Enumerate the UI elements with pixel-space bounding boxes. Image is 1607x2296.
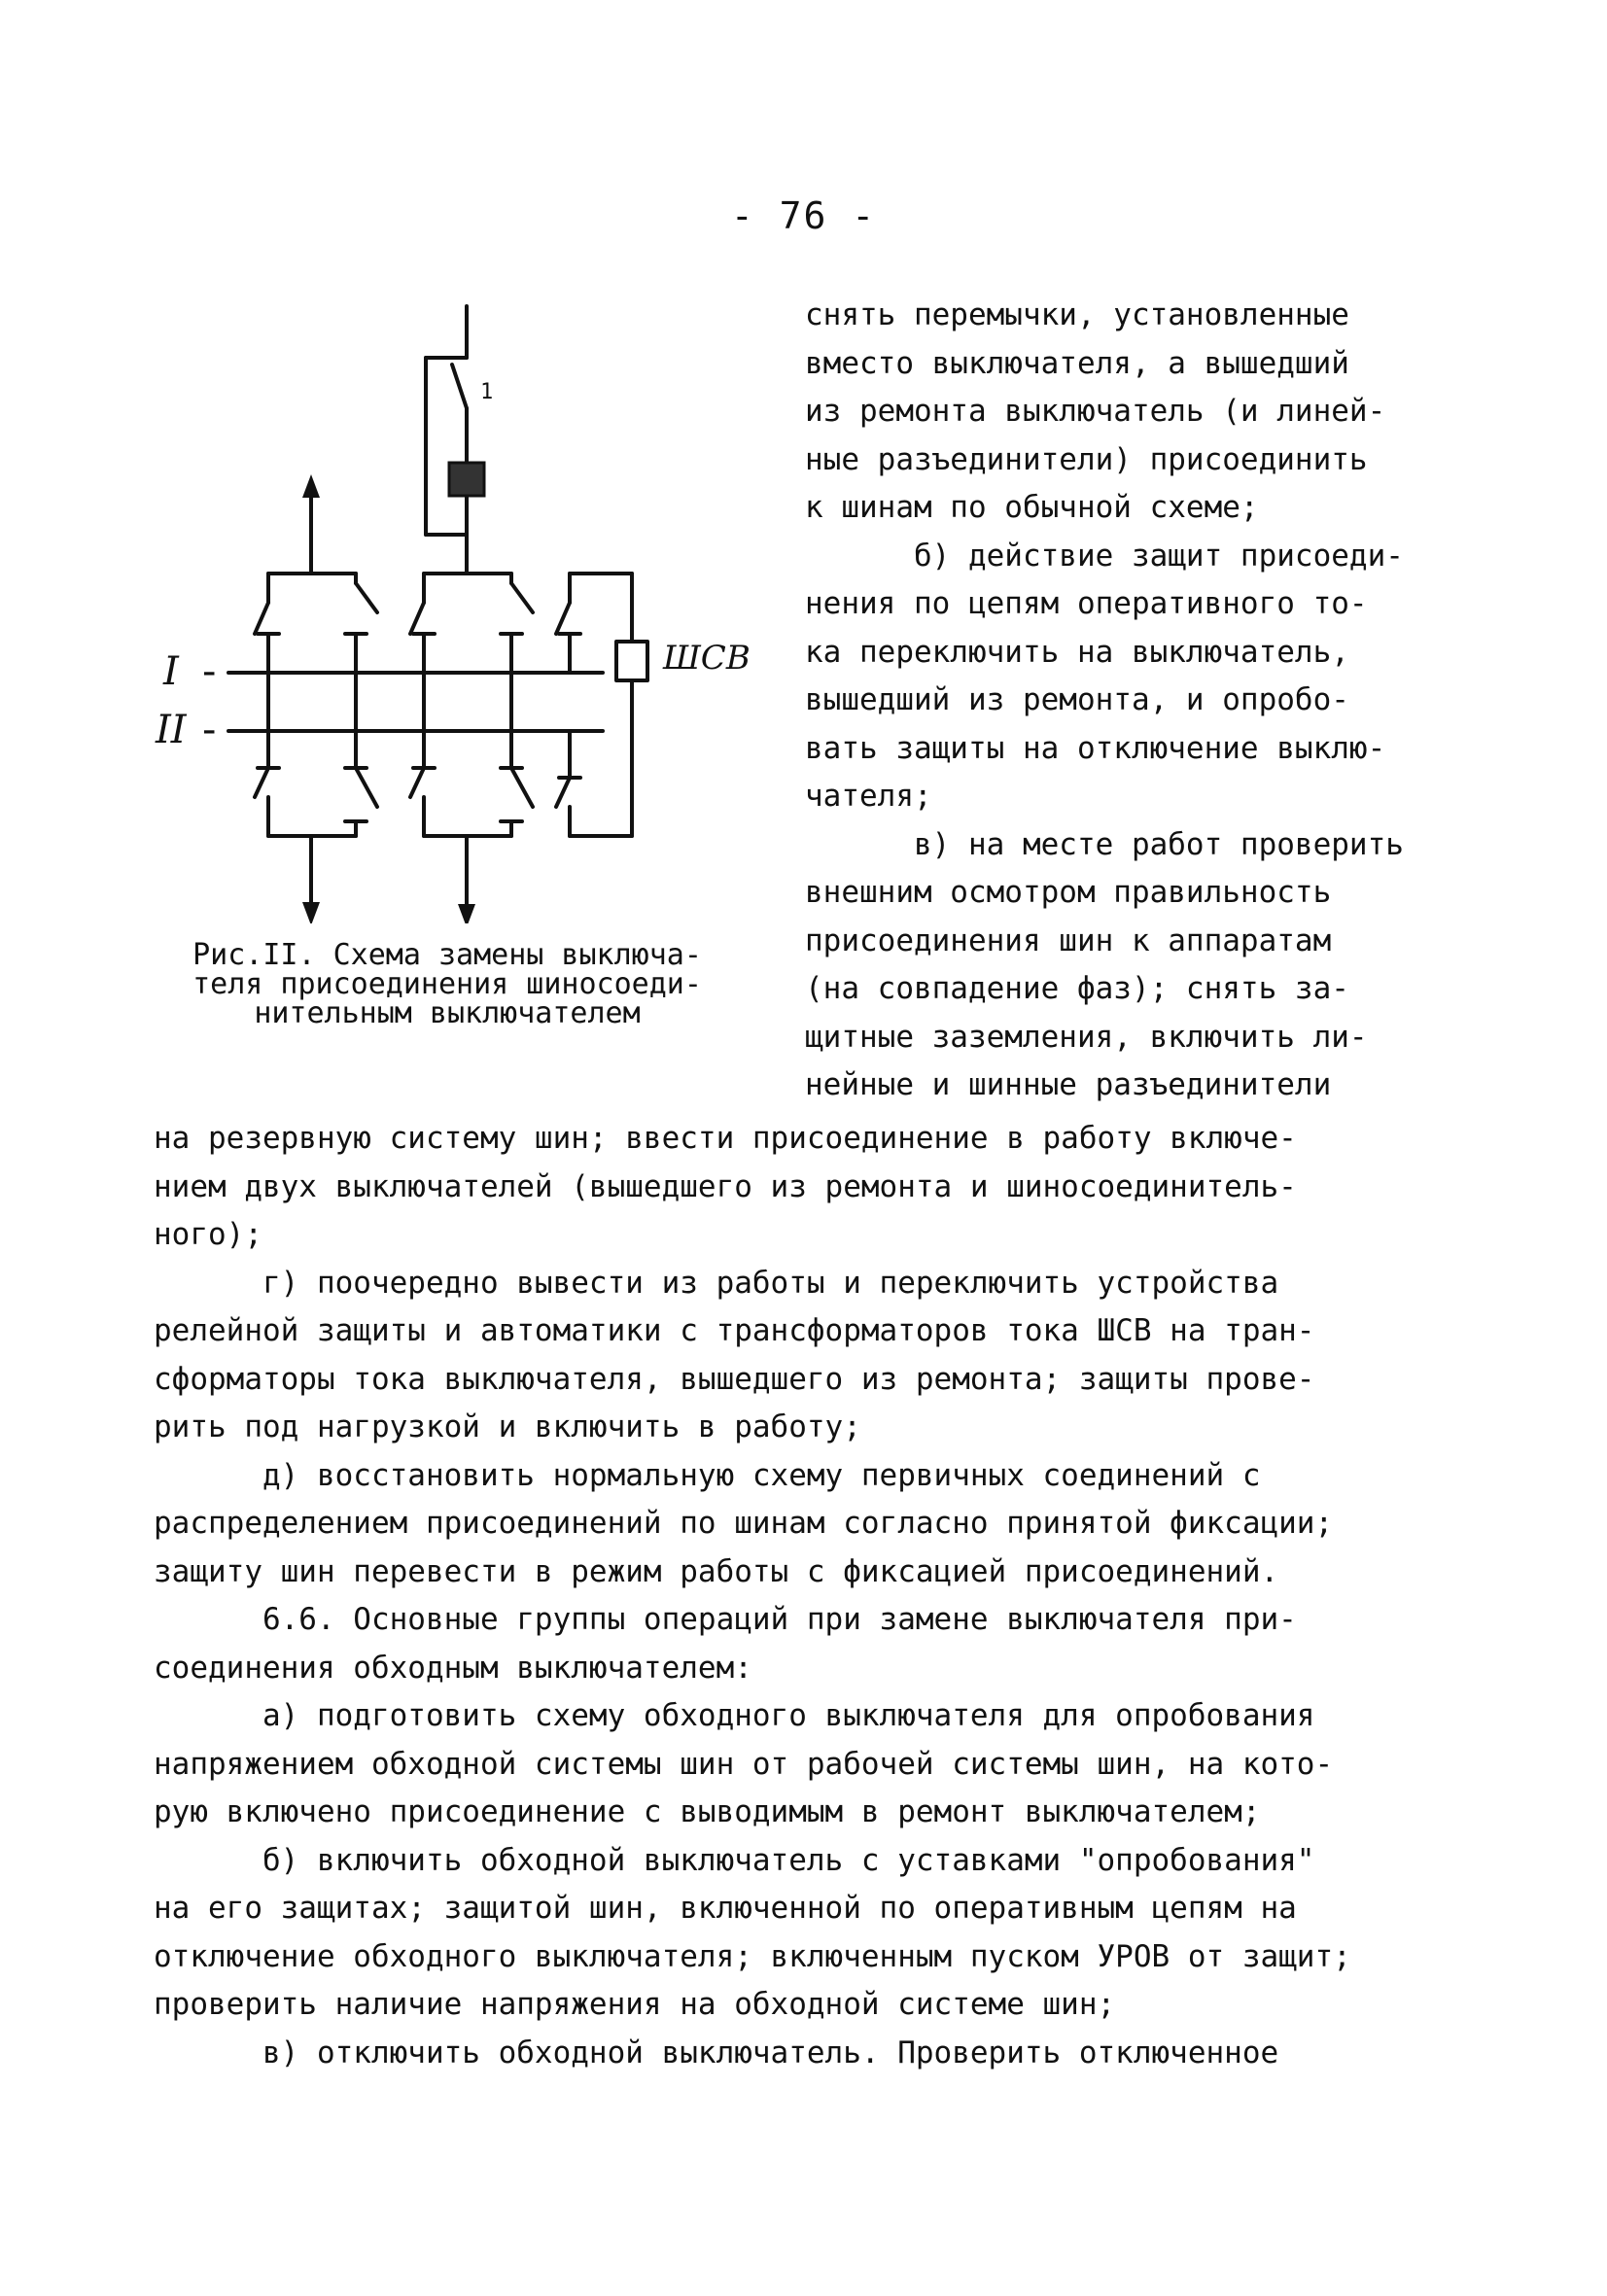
text-line: напряжением обходной системы шин от рабочей системы шин, на кото- (154, 1746, 1334, 1782)
text-line: присоединения шин к аппаратам (805, 922, 1332, 958)
text-line: вышедший из ремонта, и опробо- (805, 682, 1349, 717)
text-line: к шинам по обычной схеме; (805, 490, 1259, 525)
text-line: нейные и шинные разъединители (805, 1067, 1332, 1102)
body-text (154, 1115, 1461, 2077)
coupler-label: ШСВ (663, 639, 751, 678)
caption-line: нительным выключателем (254, 996, 641, 1030)
text-line: вать защиты на отключение выклю- (805, 730, 1386, 766)
text-line: распределением присоединений по шинам согласно принятой фиксации; (154, 1506, 1334, 1541)
page-number: - 76 - (730, 194, 877, 237)
caption-line: теля присоединения шиносоеди- (192, 967, 702, 1001)
figure-caption (146, 938, 749, 1030)
text-line: на резервную систему шин; ввести присоединение в работу включе- (154, 1121, 1297, 1156)
arrow-down-icon (302, 902, 320, 923)
text-line: нения по цепям оперативного то- (805, 586, 1368, 621)
text-line: рую включено присоединение с выводимым в ремонт выключателем; (154, 1794, 1261, 1829)
text-line: щитные заземления, включить ли- (805, 1019, 1368, 1055)
text-line: рить под нагрузкой и включить в работу; (154, 1409, 861, 1444)
text-line: проверить наличие напряжения на обходной системе шин; (154, 1987, 1116, 2022)
caption-line: Рис.II. Схема замены выключа- (192, 938, 702, 972)
text-line: отключение обходного выключателя; включенным пуском УРОВ от защит; (154, 1938, 1351, 1974)
text-line: ка переключить на выключатель, (805, 634, 1349, 670)
disconnector-1-blade (452, 365, 467, 408)
text-line: чателя; (805, 779, 932, 814)
text-line: внешним осмотром правильность (805, 875, 1332, 910)
text-line: ного); (154, 1217, 262, 1252)
text-line: сформаторы тока выключателя, вышедшего из ремонта; защиты прове- (154, 1361, 1315, 1397)
text-line: д) восстановить нормальную схему первичных соединений с (154, 1457, 1261, 1493)
svg-text:-: - (202, 708, 217, 752)
bus-coupler-breaker (616, 642, 647, 680)
arrow-up-icon (302, 474, 320, 498)
text-line: вместо выключателя, а вышедший (805, 345, 1349, 381)
circuit-diagram (146, 292, 768, 923)
text-line: (на совпадение фаз); снять за- (805, 971, 1349, 1006)
bus-ii-label: II (156, 708, 187, 752)
text-line: релейной защиты и автоматики с трансформаторов тока ШСВ на тран- (154, 1313, 1315, 1348)
text-line: в) на месте работ проверить (805, 826, 1404, 862)
text-line: защиту шин перевести в режим работы с фиксацией присоединений. (154, 1553, 1279, 1589)
text-line: нием двух выключателей (вышедшего из ремонта и шиносоединитель- (154, 1168, 1297, 1204)
right-column-text (805, 292, 1447, 1110)
text-line: ные разъединители) присоединить (805, 441, 1368, 477)
text-line: а) подготовить схему обходного выключателя для опробования (154, 1698, 1315, 1733)
svg-text:-: - (202, 649, 217, 694)
text-line: в) отключить обходной выключатель. Проверить отключенное (154, 2035, 1279, 2070)
text-line: на его защитах; защитой шин, включенной по оперативным цепям на (154, 1891, 1297, 1926)
bus-i-label: I (163, 649, 179, 694)
text-line: снять перемычки, установленные (805, 297, 1349, 332)
text-line: б) включить обходной выключатель с уставками "опробования" (154, 1842, 1315, 1878)
text-line: б) действие защит присоеди- (805, 538, 1404, 574)
text-line: г) поочередно вывести из работы и переключить устройства (154, 1265, 1279, 1301)
text-line: 6.6. Основные группы операций при замене выключателя при- (154, 1602, 1297, 1637)
text-line: из ремонта выключатель (и линей- (805, 394, 1386, 429)
incoming-breaker (449, 463, 484, 496)
circuit-diagram-svg (146, 292, 768, 923)
text-line: соединения обходным выключателем: (154, 1650, 752, 1686)
arrow-down-icon (458, 904, 475, 923)
disconnector-label: 1 (480, 380, 494, 404)
